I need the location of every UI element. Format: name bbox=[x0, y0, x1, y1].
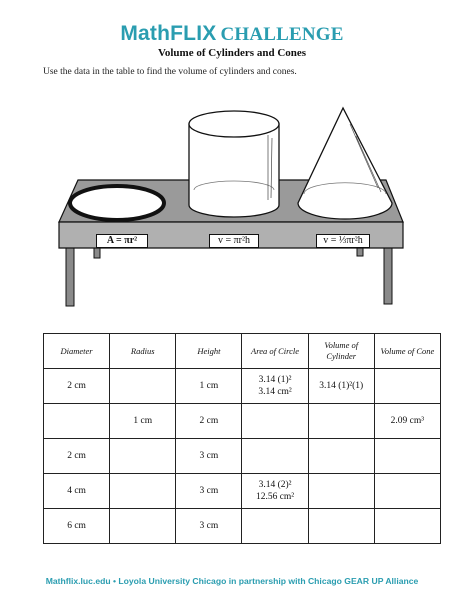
cell-area-of-circle bbox=[242, 439, 308, 474]
header-volume-of-cylinder: Volume of Cylinder bbox=[308, 334, 374, 369]
cell-height: 3 cm bbox=[176, 439, 242, 474]
cell-volume-of-cone: 2.09 cm³ bbox=[374, 404, 440, 439]
cell-volume-of-cylinder: 3.14 (1)²(1) bbox=[308, 369, 374, 404]
cell-volume-of-cone bbox=[374, 369, 440, 404]
footer-credit: Mathflix.luc.edu • Loyola University Chicago in partnership with Chicago GEAR UP Alliance bbox=[45, 576, 419, 586]
cell-height: 3 cm bbox=[176, 474, 242, 509]
cell-diameter: 6 cm bbox=[44, 509, 110, 544]
cell-height: 3 cm bbox=[176, 509, 242, 544]
volume-data-table bbox=[43, 333, 441, 544]
table-row bbox=[44, 439, 441, 474]
table-row bbox=[44, 369, 441, 404]
cell-height: 2 cm bbox=[176, 404, 242, 439]
cell-diameter: 2 cm bbox=[44, 369, 110, 404]
cell-volume-of-cone bbox=[374, 474, 440, 509]
cell-diameter: 2 cm bbox=[44, 439, 110, 474]
brand-challenge: CHALLENGE bbox=[220, 24, 344, 45]
cell-radius: 1 cm bbox=[110, 404, 176, 439]
cell-volume-of-cylinder bbox=[308, 509, 374, 544]
cell-area-of-circle: 3.14 (2)² 12.56 cm² bbox=[242, 474, 308, 509]
header-diameter: Diameter bbox=[44, 334, 110, 369]
cell-radius bbox=[110, 474, 176, 509]
cell-height: 1 cm bbox=[176, 369, 242, 404]
cylinder-shape bbox=[189, 111, 279, 217]
cell-radius bbox=[110, 509, 176, 544]
cone-shape bbox=[298, 108, 392, 219]
circle-shape bbox=[70, 186, 164, 220]
cell-area-of-circle bbox=[242, 404, 308, 439]
header-area-of-circle: Area of Circle bbox=[242, 334, 308, 369]
cell-volume-of-cone bbox=[374, 509, 440, 544]
cell-volume-of-cylinder bbox=[308, 404, 374, 439]
table-row bbox=[44, 404, 441, 439]
cell-volume-of-cone bbox=[374, 439, 440, 474]
brand-name: MathFLIX bbox=[120, 22, 217, 45]
table-legs bbox=[66, 246, 392, 306]
formula-cylinder-volume: v = πr²h bbox=[209, 234, 259, 248]
cell-diameter: 4 cm bbox=[44, 474, 110, 509]
header-height: Height bbox=[176, 334, 242, 369]
cell-area-of-circle: 3.14 (1)² 3.14 cm² bbox=[242, 369, 308, 404]
table-header-row bbox=[44, 334, 441, 369]
header-volume-of-cone: Volume of Cone bbox=[374, 334, 440, 369]
cell-area-of-circle bbox=[242, 509, 308, 544]
table-row bbox=[44, 474, 441, 509]
formula-circle-area: A = πr² bbox=[96, 234, 148, 248]
cell-volume-of-cylinder bbox=[308, 439, 374, 474]
cell-diameter bbox=[44, 404, 110, 439]
formula-cone-volume: v = ⅓πr²h bbox=[316, 234, 370, 248]
cell-radius bbox=[110, 369, 176, 404]
table-row bbox=[44, 509, 441, 544]
worksheet-subtitle: Volume of Cylinders and Cones bbox=[157, 47, 307, 59]
cell-radius bbox=[110, 439, 176, 474]
instructions-text: Use the data in the table to find the volume of cylinders and cones. bbox=[43, 67, 297, 77]
cell-volume-of-cylinder bbox=[308, 474, 374, 509]
header-radius: Radius bbox=[110, 334, 176, 369]
